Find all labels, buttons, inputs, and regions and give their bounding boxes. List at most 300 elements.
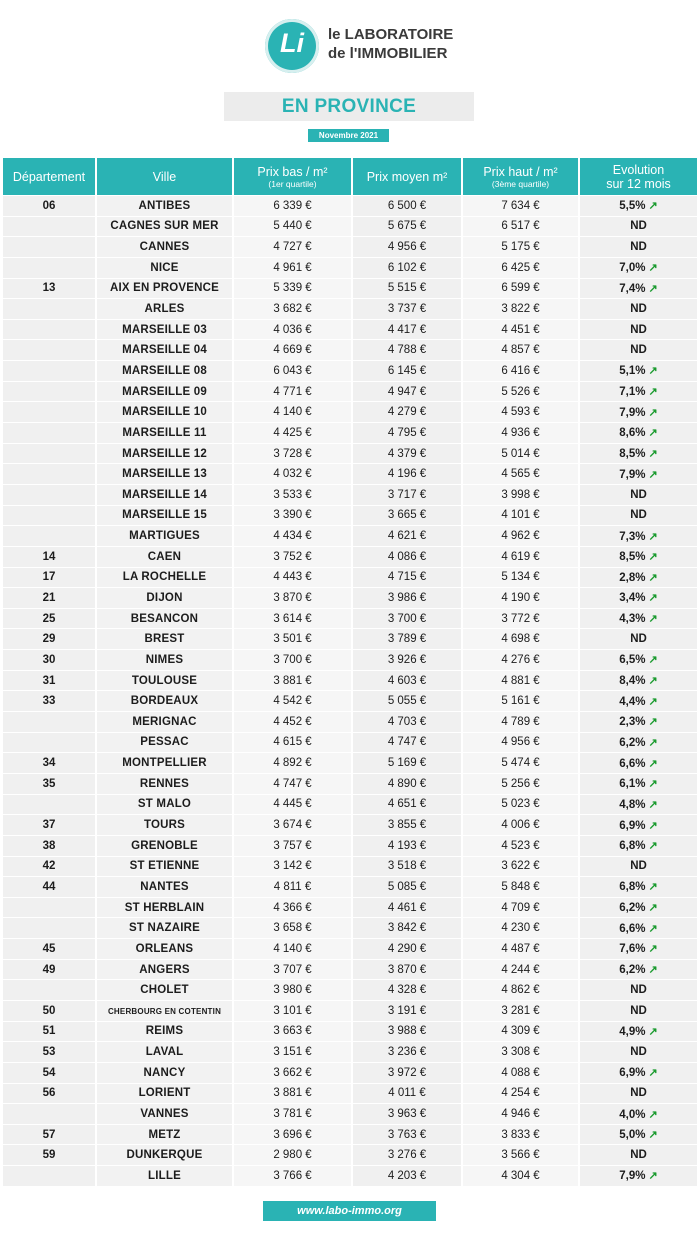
- cell-prix-haut-text: 3 998 €: [501, 488, 540, 501]
- cell-ville-text: MARSEILLE 14: [122, 488, 207, 501]
- cell-ville-text: DUNKERQUE: [126, 1149, 203, 1162]
- cell-ville: [96, 423, 233, 444]
- cell-departement: [3, 402, 96, 423]
- header-prix-bas-sub: (1er quartile): [268, 178, 317, 189]
- cell-ville: [96, 732, 233, 753]
- cell-prix-moyen-text: 3 842 €: [387, 922, 427, 935]
- cell-evolution: [579, 980, 697, 1001]
- cell-evolution-text: 6,2%: [619, 964, 646, 977]
- cell-ville-text: BESANCON: [130, 612, 199, 625]
- cell-ville-text: MARTIGUES: [129, 530, 200, 543]
- cell-ville-text: MARSEILLE 03: [122, 323, 207, 336]
- cell-departement: [3, 361, 96, 382]
- cell-prix-haut: [462, 897, 579, 918]
- footer-website-link[interactable]: www.labo-immo.org: [263, 1201, 436, 1221]
- cell-ville: [96, 897, 233, 918]
- cell-evolution: [579, 1166, 697, 1187]
- cell-ville-text: ST HERBLAIN: [124, 901, 205, 914]
- cell-prix-haut-text: 4 451 €: [501, 323, 540, 336]
- cell-prix-bas-text: 4 425 €: [273, 426, 312, 439]
- cell-ville: [96, 712, 233, 733]
- cell-prix-moyen-text: 4 290 €: [387, 942, 427, 955]
- cell-prix-bas: [233, 835, 352, 856]
- cell-departement: [3, 980, 96, 1001]
- cell-prix-haut-text: 5 526 €: [501, 385, 540, 398]
- cell-evolution: [579, 319, 697, 340]
- cell-ville-text: ARLES: [144, 303, 185, 316]
- cell-ville-text: MARSEILLE 13: [122, 468, 207, 481]
- cell-departement: [3, 753, 96, 774]
- cell-prix-bas: [233, 691, 352, 712]
- cell-prix-haut-text: 4 962 €: [501, 530, 540, 543]
- cell-prix-moyen: [352, 567, 462, 588]
- cell-evolution-text: 4,0%: [619, 1108, 646, 1121]
- cell-prix-bas: [233, 1104, 352, 1125]
- cell-evolution-text: 5,1%: [619, 365, 646, 378]
- table-row: [3, 794, 697, 815]
- header-ville: Ville: [96, 158, 233, 196]
- trend-up-arrow-icon: ↗: [648, 964, 658, 977]
- cell-prix-bas: [233, 484, 352, 505]
- cell-prix-bas-text: 3 707 €: [273, 963, 312, 976]
- cell-prix-bas: [233, 1083, 352, 1104]
- cell-departement: [3, 196, 96, 217]
- cell-ville-text: LAVAL: [145, 1046, 184, 1059]
- cell-departement: [3, 691, 96, 712]
- table-row: [3, 588, 697, 609]
- cell-prix-moyen: [352, 1021, 462, 1042]
- cell-prix-moyen: [352, 835, 462, 856]
- cell-evolution-text: 6,9%: [619, 1067, 646, 1080]
- cell-prix-bas: [233, 1166, 352, 1187]
- cell-departement-text: 13: [42, 282, 56, 295]
- cell-prix-bas-text: 5 440 €: [273, 220, 312, 233]
- trend-up-arrow-icon: ↗: [648, 840, 658, 853]
- cell-ville: [96, 464, 233, 485]
- table-row: [3, 484, 697, 505]
- cell-prix-haut-text: 4 709 €: [501, 901, 540, 914]
- cell-prix-bas-text: 3 151 €: [273, 1046, 312, 1059]
- table-row: [3, 299, 697, 320]
- cell-prix-bas-text: 3 728 €: [273, 447, 312, 460]
- cell-departement-text: 34: [42, 757, 56, 770]
- cell-departement: [3, 567, 96, 588]
- trend-up-arrow-icon: ↗: [648, 757, 658, 770]
- cell-departement-text: 29: [42, 633, 56, 646]
- cell-prix-moyen: [352, 257, 462, 278]
- cell-evolution-text: 4,3%: [619, 613, 646, 626]
- cell-departement: [3, 732, 96, 753]
- cell-prix-haut: [462, 299, 579, 320]
- cell-departement-text: 51: [42, 1025, 56, 1038]
- cell-prix-haut: [462, 340, 579, 361]
- cell-prix-haut: [462, 381, 579, 402]
- trend-up-arrow-icon: ↗: [648, 468, 658, 481]
- cell-prix-bas: [233, 939, 352, 960]
- header-prix-haut-label: Prix haut / m²: [483, 164, 558, 179]
- header-prix-bas: [233, 158, 352, 196]
- cell-departement: [3, 278, 96, 299]
- cell-prix-moyen-text: 3 700 €: [387, 612, 427, 625]
- header-prix-haut-sub: (3ème quartile): [491, 178, 550, 189]
- cell-departement: [3, 340, 96, 361]
- cell-prix-bas-text: 4 811 €: [273, 880, 312, 893]
- cell-prix-bas-text: 3 700 €: [273, 653, 312, 666]
- cell-prix-haut: [462, 567, 579, 588]
- cell-departement: [3, 856, 96, 877]
- cell-evolution: [579, 773, 697, 794]
- cell-departement: [3, 1062, 96, 1083]
- cell-prix-moyen-text: 3 870 €: [387, 963, 427, 976]
- table-row: [3, 1124, 697, 1145]
- cell-prix-bas: [233, 278, 352, 299]
- cell-prix-bas: [233, 381, 352, 402]
- cell-prix-bas: [233, 567, 352, 588]
- cell-prix-haut: [462, 588, 579, 609]
- table-row: [3, 1145, 697, 1166]
- table-row: [3, 629, 697, 650]
- cell-evolution-text: ND: [630, 860, 647, 873]
- cell-ville: [96, 299, 233, 320]
- cell-ville-text: ANTIBES: [138, 199, 191, 212]
- cell-prix-haut-text: 4 593 €: [501, 406, 540, 419]
- cell-ville: [96, 877, 233, 898]
- cell-prix-haut-text: 5 175 €: [501, 241, 540, 254]
- trend-up-arrow-icon: ↗: [648, 922, 658, 935]
- cell-prix-bas: [233, 794, 352, 815]
- cell-ville-text: RENNES: [139, 777, 190, 790]
- cell-prix-moyen: [352, 1062, 462, 1083]
- cell-prix-haut-text: 4 254 €: [501, 1087, 540, 1100]
- cell-prix-moyen: [352, 980, 462, 1001]
- cell-prix-moyen: [352, 629, 462, 650]
- cell-ville-text: NANCY: [143, 1066, 186, 1079]
- cell-prix-moyen: [352, 216, 462, 237]
- cell-evolution: [579, 381, 697, 402]
- cell-ville-text: MARSEILLE 11: [122, 426, 207, 439]
- cell-evolution-text: ND: [630, 1149, 647, 1162]
- cell-departement: [3, 1083, 96, 1104]
- table-row: [3, 319, 697, 340]
- header-evolution-line-2: sur 12 mois: [606, 176, 671, 191]
- table-row: [3, 546, 697, 567]
- cell-ville-text: TOURS: [143, 819, 186, 832]
- cell-prix-moyen: [352, 278, 462, 299]
- table-row: [3, 980, 697, 1001]
- cell-prix-moyen: [352, 1042, 462, 1063]
- cell-ville: [96, 278, 233, 299]
- cell-prix-haut: [462, 794, 579, 815]
- cell-evolution-text: 7,4%: [619, 282, 646, 295]
- cell-prix-moyen-text: 4 747 €: [387, 736, 427, 749]
- header-departement: Département: [3, 158, 96, 196]
- cell-evolution: [579, 629, 697, 650]
- cell-evolution: [579, 1021, 697, 1042]
- cell-prix-bas: [233, 959, 352, 980]
- cell-prix-moyen: [352, 1104, 462, 1125]
- trend-up-arrow-icon: ↗: [648, 902, 658, 915]
- table-row: [3, 897, 697, 918]
- cell-prix-bas: [233, 588, 352, 609]
- cell-prix-moyen: [352, 402, 462, 423]
- cell-evolution: [579, 835, 697, 856]
- cell-evolution: [579, 216, 697, 237]
- cell-departement: [3, 423, 96, 444]
- header-prix-bas-label: Prix bas / m²: [257, 164, 328, 179]
- trend-up-arrow-icon: ↗: [648, 881, 658, 894]
- cell-departement: [3, 1021, 96, 1042]
- cell-departement-text: 31: [42, 674, 56, 687]
- cell-prix-haut-text: 4 244 €: [501, 963, 540, 976]
- cell-evolution-text: 6,8%: [619, 840, 646, 853]
- cell-ville-text: GRENOBLE: [131, 839, 198, 852]
- table-row: [3, 1042, 697, 1063]
- brand-line-2: de l'IMMOBILIER: [328, 45, 448, 62]
- trend-up-arrow-icon: ↗: [648, 592, 658, 605]
- cell-prix-bas: [233, 897, 352, 918]
- cell-prix-bas-text: 3 881 €: [273, 1087, 312, 1100]
- cell-prix-moyen-text: 5 055 €: [387, 695, 427, 708]
- cell-ville: [96, 856, 233, 877]
- cell-prix-haut: [462, 753, 579, 774]
- cell-evolution-text: 2,8%: [619, 571, 646, 584]
- cell-departement-text: 42: [42, 860, 56, 873]
- trend-up-arrow-icon: ↗: [648, 798, 658, 811]
- cell-prix-haut-text: 5 474 €: [501, 757, 540, 770]
- cell-prix-moyen-text: 4 956 €: [387, 241, 427, 254]
- cell-prix-moyen: [352, 1124, 462, 1145]
- cell-prix-haut-text: 4 698 €: [501, 633, 540, 646]
- cell-ville: [96, 1042, 233, 1063]
- cell-departement: [3, 712, 96, 733]
- cell-evolution: [579, 567, 697, 588]
- cell-prix-haut: [462, 1104, 579, 1125]
- cell-evolution-text: 7,1%: [619, 386, 646, 399]
- cell-prix-moyen: [352, 897, 462, 918]
- table-row: [3, 939, 697, 960]
- cell-ville-text: TOULOUSE: [131, 674, 198, 687]
- trend-up-arrow-icon: ↗: [648, 551, 658, 564]
- cell-prix-moyen: [352, 381, 462, 402]
- table-row: [3, 237, 697, 258]
- cell-evolution-text: 4,4%: [619, 695, 646, 708]
- cell-prix-bas-text: 4 366 €: [273, 901, 312, 914]
- cell-evolution-text: 2,3%: [619, 716, 646, 729]
- cell-ville-text: ST ETIENNE: [129, 860, 200, 873]
- table-row: [3, 691, 697, 712]
- cell-evolution-text: 3,4%: [619, 592, 646, 605]
- cell-evolution-text: ND: [630, 509, 647, 522]
- table-row: [3, 815, 697, 836]
- table-row: [3, 423, 697, 444]
- cell-evolution-text: ND: [630, 984, 647, 997]
- cell-prix-bas-text: 3 766 €: [273, 1169, 312, 1182]
- cell-evolution-text: ND: [630, 1087, 647, 1100]
- cell-prix-haut-text: 4 936 €: [501, 426, 540, 439]
- cell-evolution: [579, 1042, 697, 1063]
- cell-departement-text: 33: [42, 695, 56, 708]
- brand-line-1: le LABORATOIRE: [328, 26, 454, 43]
- table-row: [3, 918, 697, 939]
- trend-up-arrow-icon: ↗: [648, 654, 658, 667]
- cell-departement-text: 35: [42, 777, 56, 790]
- cell-prix-bas: [233, 464, 352, 485]
- cell-prix-bas: [233, 753, 352, 774]
- cell-departement: [3, 815, 96, 836]
- header-evolution-line-1: Evolution: [612, 162, 665, 177]
- cell-prix-moyen-text: 6 500 €: [387, 199, 427, 212]
- cell-ville-text: BORDEAUX: [130, 695, 199, 708]
- cell-evolution-text: 7,9%: [619, 406, 646, 419]
- cell-departement-text: 37: [42, 819, 56, 832]
- cell-prix-bas: [233, 877, 352, 898]
- table-row: [3, 196, 697, 217]
- table-row: [3, 835, 697, 856]
- cell-ville: [96, 691, 233, 712]
- cell-prix-bas: [233, 196, 352, 217]
- cell-departement: [3, 1000, 96, 1021]
- cell-prix-moyen-text: 4 461 €: [387, 901, 427, 914]
- cell-ville: [96, 835, 233, 856]
- cell-evolution: [579, 608, 697, 629]
- trend-up-arrow-icon: ↗: [648, 1025, 658, 1038]
- table-row: [3, 1000, 697, 1021]
- cell-prix-haut-text: 7 634 €: [501, 199, 540, 212]
- cell-prix-bas-text: 3 142 €: [273, 860, 312, 873]
- cell-prix-moyen-text: 4 203 €: [387, 1169, 427, 1182]
- cell-prix-haut: [462, 505, 579, 526]
- cell-prix-bas-text: 4 771 €: [273, 385, 312, 398]
- cell-prix-haut-text: 5 023 €: [501, 798, 540, 811]
- cell-prix-moyen-text: 6 145 €: [387, 364, 427, 377]
- cell-prix-haut-text: 4 956 €: [501, 736, 540, 749]
- cell-evolution-text: 6,5%: [619, 654, 646, 667]
- cell-departement: [3, 505, 96, 526]
- cell-ville-text: CAGNES SUR MER: [110, 220, 219, 233]
- cell-prix-moyen: [352, 588, 462, 609]
- trend-up-arrow-icon: ↗: [648, 448, 658, 460]
- cell-prix-bas-text: 6 043 €: [273, 364, 312, 377]
- table-row: [3, 1104, 697, 1125]
- cell-prix-bas-text: 3 101 €: [273, 1004, 312, 1017]
- cell-prix-moyen: [352, 423, 462, 444]
- cell-ville-text: VANNES: [140, 1108, 189, 1120]
- cell-prix-moyen: [352, 712, 462, 733]
- cell-evolution-text: 4,8%: [619, 798, 646, 811]
- cell-prix-moyen: [352, 650, 462, 671]
- cell-ville: [96, 567, 233, 588]
- cell-prix-bas-text: 4 452 €: [273, 715, 312, 728]
- cell-prix-haut-text: 3 622 €: [501, 860, 540, 873]
- cell-evolution: [579, 1083, 697, 1104]
- cell-prix-bas-text: 3 752 €: [273, 550, 312, 563]
- cell-departement: [3, 773, 96, 794]
- cell-prix-haut: [462, 773, 579, 794]
- cell-ville: [96, 1000, 233, 1021]
- cell-prix-haut-text: 5 256 €: [501, 777, 540, 790]
- cell-ville: [96, 773, 233, 794]
- cell-evolution: [579, 897, 697, 918]
- cell-ville: [96, 939, 233, 960]
- cell-ville: [96, 340, 233, 361]
- cell-prix-bas-text: 4 032 €: [273, 468, 312, 481]
- cell-prix-bas-text: 4 669 €: [273, 344, 312, 357]
- cell-prix-haut-text: 6 416 €: [501, 364, 540, 377]
- cell-prix-bas-text: 3 614 €: [273, 612, 312, 625]
- cell-departement-text: 53: [42, 1046, 56, 1059]
- cell-departement: [3, 319, 96, 340]
- cell-prix-haut: [462, 712, 579, 733]
- cell-prix-haut-text: 4 487 €: [501, 942, 540, 955]
- cell-evolution-text: 8,5%: [619, 448, 646, 460]
- cell-evolution-text: 6,1%: [619, 778, 646, 791]
- cell-prix-moyen-text: 3 236 €: [387, 1046, 427, 1059]
- cell-ville: [96, 196, 233, 217]
- cell-ville: [96, 381, 233, 402]
- cell-ville-text: MARSEILLE 12: [122, 447, 207, 460]
- cell-ville: [96, 588, 233, 609]
- cell-prix-bas: [233, 980, 352, 1001]
- cell-ville: [96, 1124, 233, 1145]
- table-row: [3, 877, 697, 898]
- cell-evolution-text: 4,9%: [619, 1025, 646, 1038]
- cell-departement-text: 59: [42, 1149, 56, 1162]
- cell-ville: [96, 526, 233, 547]
- table-row: [3, 443, 697, 464]
- cell-prix-moyen-text: 3 276 €: [387, 1149, 427, 1162]
- cell-prix-haut-text: 4 304 €: [501, 1169, 540, 1182]
- cell-departement: [3, 959, 96, 980]
- cell-departement-text: 57: [42, 1128, 56, 1141]
- cell-prix-haut: [462, 877, 579, 898]
- cell-prix-moyen: [352, 443, 462, 464]
- header-prix-haut: [462, 158, 579, 196]
- cell-prix-haut: [462, 1083, 579, 1104]
- cell-departement: [3, 794, 96, 815]
- cell-prix-haut-text: 3 772 €: [501, 612, 540, 625]
- cell-prix-bas: [233, 257, 352, 278]
- cell-prix-bas: [233, 1000, 352, 1021]
- cell-evolution-text: ND: [630, 323, 647, 336]
- cell-departement: [3, 670, 96, 691]
- cell-prix-moyen: [352, 484, 462, 505]
- cell-prix-bas: [233, 712, 352, 733]
- cell-prix-moyen-text: 3 665 €: [387, 509, 427, 522]
- cell-departement: [3, 257, 96, 278]
- cell-departement-text: 21: [42, 591, 56, 604]
- cell-prix-bas: [233, 1062, 352, 1083]
- cell-ville: [96, 443, 233, 464]
- table-row: [3, 278, 697, 299]
- cell-prix-moyen: [352, 361, 462, 382]
- cell-prix-moyen-text: 3 926 €: [387, 653, 427, 666]
- cell-prix-bas-text: 3 881 €: [273, 674, 312, 687]
- cell-ville: [96, 918, 233, 939]
- cell-prix-bas-text: 4 036 €: [273, 323, 312, 336]
- cell-prix-bas-text: 4 445 €: [273, 798, 312, 811]
- trend-up-arrow-icon: ↗: [648, 406, 658, 419]
- cell-ville-text: MARSEILLE 09: [122, 385, 207, 398]
- cell-prix-haut-text: 5 848 €: [501, 880, 540, 893]
- cell-ville-text: LA ROCHELLE: [122, 571, 207, 584]
- cell-ville: [96, 484, 233, 505]
- cell-prix-haut: [462, 546, 579, 567]
- cell-departement: [3, 629, 96, 650]
- cell-prix-haut: [462, 1021, 579, 1042]
- cell-prix-moyen: [352, 732, 462, 753]
- cell-evolution: [579, 588, 697, 609]
- cell-ville: [96, 237, 233, 258]
